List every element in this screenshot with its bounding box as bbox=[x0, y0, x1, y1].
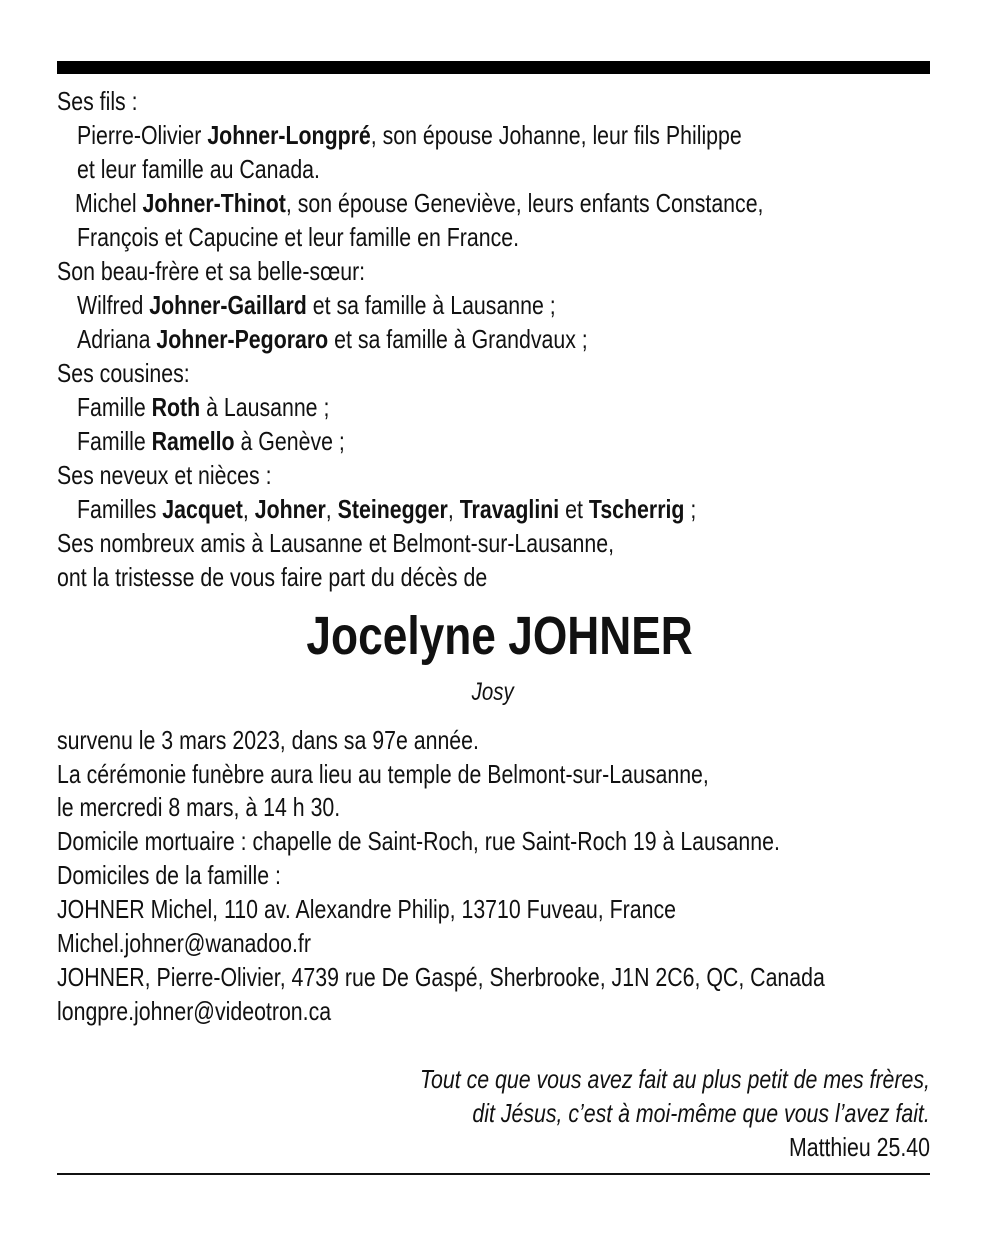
son-1-line: Pierre-Olivier Johner-Longpré, son épouse Johanne, leur fils Philippe bbox=[77, 120, 742, 150]
detail-line: survenu le 3 mars 2023, dans sa 97e année. bbox=[57, 725, 479, 755]
address-line: JOHNER Michel, 110 av. Alexandre Philip, 13710 Fuveau, France bbox=[57, 894, 676, 924]
detail-line: Domicile mortuaire : chapelle de Saint-Roch, rue Saint-Roch 19 à Lausanne. bbox=[57, 826, 780, 856]
address-line: JOHNER, Pierre-Olivier, 4739 rue De Gaspé, Sherbrooke, J1N 2C6, QC, Canada bbox=[57, 962, 825, 992]
inlaws-heading: Son beau-frère et sa belle-sœur: bbox=[57, 256, 366, 286]
email-line: longpre.johner@videotron.ca bbox=[57, 996, 332, 1026]
quote-citation: Matthieu 25.40 bbox=[788, 1132, 930, 1162]
bottom-rule bbox=[57, 1173, 930, 1175]
nephews-line: Familles Jacquet, Johner, Steinegger, Travaglini et Tscherrig ; bbox=[77, 494, 697, 524]
detail-line: La cérémonie funèbre aura lieu au temple de Belmont-sur-Lausanne, bbox=[57, 759, 709, 789]
son-1-continuation: et leur famille au Canada. bbox=[77, 154, 320, 184]
quote-line: Tout ce que vous avez fait au plus petit de mes frères, bbox=[419, 1064, 930, 1094]
deceased-name: Jocelyne JOHNER bbox=[306, 606, 694, 666]
nickname: Josy bbox=[471, 678, 515, 706]
detail-line: le mercredi 8 mars, à 14 h 30. bbox=[57, 792, 341, 822]
son-2-continuation: François et Capucine et leur famille en France. bbox=[77, 222, 520, 252]
cousin-2-line: Famille Ramello à Genève ; bbox=[77, 426, 345, 456]
detail-line: Domiciles de la famille : bbox=[57, 860, 281, 890]
nephews-heading: Ses neveux et nièces : bbox=[57, 460, 272, 490]
cousins-heading: Ses cousines: bbox=[57, 358, 190, 388]
email-line: Michel.johner@wanadoo.fr bbox=[57, 928, 311, 958]
quote-line: dit Jésus, c’est à moi-même que vous l’avez fait. bbox=[472, 1098, 930, 1128]
cousin-1-line: Famille Roth à Lausanne ; bbox=[77, 392, 330, 422]
top-rule bbox=[57, 61, 930, 74]
sons-heading: Ses fils : bbox=[57, 86, 138, 116]
announce-line: ont la tristesse de vous faire part du décès de bbox=[57, 562, 488, 592]
friends-line: Ses nombreux amis à Lausanne et Belmont-sur-Lausanne, bbox=[57, 528, 615, 558]
inlaw-1-line: Wilfred Johner-Gaillard et sa famille à Lausanne ; bbox=[77, 290, 556, 320]
inlaw-2-line: Adriana Johner-Pegoraro et sa famille à Grandvaux ; bbox=[77, 324, 588, 354]
son-2-line: Michel Johner-Thinot, son épouse Geneviève, leurs enfants Constance, bbox=[75, 188, 764, 218]
